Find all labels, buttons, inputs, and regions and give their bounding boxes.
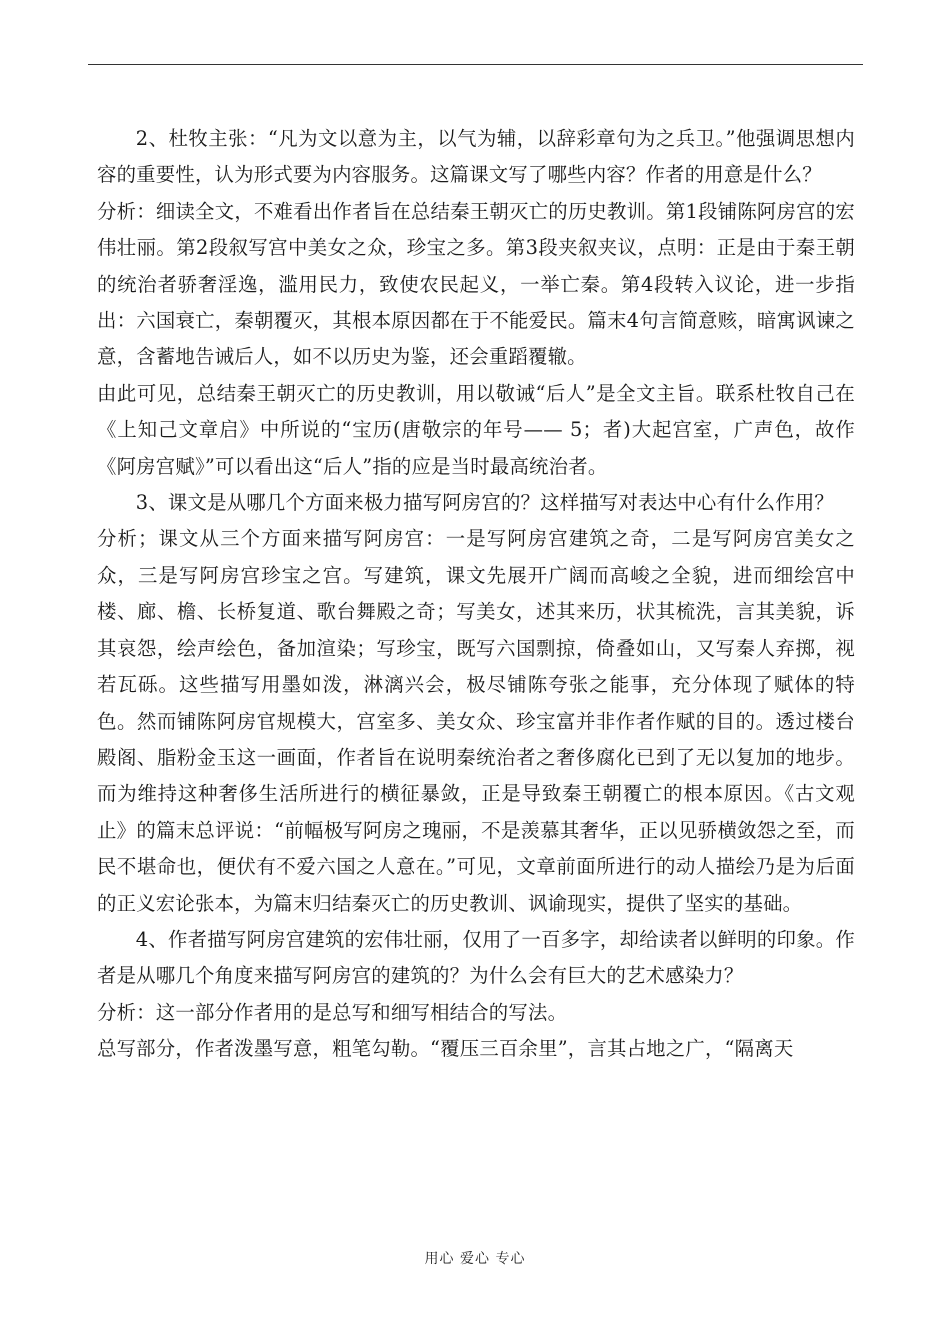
document-body	[97, 121, 855, 1068]
analysis-2: 分析：细读全文，不难看出作者旨在总结秦王朝灭亡的历史教训。第1段铺陈阿房宫的宏伟壮丽。第2段叙写宫中美女之众，珍宝之多。第3段夹叙夹议，点明：正是由于秦王朝的统治者骄奢淫逸，滥用民力，致使农民起义，一举亡秦。第4段转入议论，进一步指出：六国衰亡，秦朝覆灭，其根本原因都在于不能爱民。篇末4句言简意赅，暗寓讽谏之意，含蓄地告诫后人，如不以历史为鉴，还会重蹈覆辙。	[97, 199, 855, 369]
question-4: 4、作者描写阿房宫建筑的宏伟壮丽，仅用了一百多字，却给读者以鲜明的印象。作者是从哪几个角度来描写阿房宫的建筑的？为什么会有巨大的艺术感染力？	[97, 927, 855, 988]
question-2: 2、杜牧主张：“凡为文以意为主，以气为辅，以辞彩章句为之兵卫。”他强调思想内容的重要性，认为形式要为内容服务。这篇课文写了哪些内容？作者的用意是什么？	[97, 127, 855, 187]
analysis-3: 分析；课文从三个方面来描写阿房宫：一是写阿房宫建筑之奇，二是写阿房宫美女之众，三是写阿房宫珍宝之宫。写建筑，课文先展开广阔而高峻之全貌，进而细绘宫中楼、廊、檐、长桥复道、歌台舞殿之奇；写美女，述其来历，状其梳洗，言其美貌，诉其哀怨，绘声绘色，备加渲染；写珍宝，既写六国剽掠，倚叠如山，又写秦人弃掷，视若瓦砾。这些描写用墨如泼，淋漓兴会，极尽铺陈夸张之能事，充分体现了赋体的特色。然而铺陈阿房官规模大，宫室多、美女众、珍宝富并非作者作赋的目的。透过楼台殿阁、脂粉金玉这一画面，作者旨在说明秦统治者之奢侈腐化已到了无以复加的地步。而为维持这种奢侈生活所进行的横征暴敛，正是导致秦王朝覆亡的根本原因。《古文观止》的篇末总评说：“前幅极写阿房之瑰丽，不是羡慕其奢华，正以见骄横敛怨之至，而民不堪命也，便伏有不爱六国之人意在。”可见，文章前面所进行的动人描绘乃是为后面的正义宏论张本，为篇末归结秦灭亡的历史教训、讽谕现实，提供了坚实的基础。	[97, 527, 855, 915]
analysis-4: 分析：这一部分作者用的是总写和细写相结合的写法。	[97, 1000, 568, 1024]
question-3: 3、课文是从哪几个方面来极力描写阿房宫的？这样描写对表达中心有什么作用？	[135, 491, 835, 515]
analysis-4-overview: 总写部分，作者泼墨写意，粗笔勾勒。“覆压三百余里”，言其占地之广，“隔离天	[97, 1037, 794, 1061]
header-rule	[88, 64, 863, 65]
page-footer: 用心 爱心 专心	[424, 1251, 526, 1267]
analysis-2-conclusion: 由此可见，总结秦王朝灭亡的历史教训，用以敬诫“后人”是全文主旨。联系杜牧自己在《上知己文章启》中所说的“宝历(唐敬宗的年号—— 5；者)大起宫室，广声色，故作《阿房宫赋》”可以看出这“后人”指的应是当时最高统治者。	[97, 381, 855, 478]
